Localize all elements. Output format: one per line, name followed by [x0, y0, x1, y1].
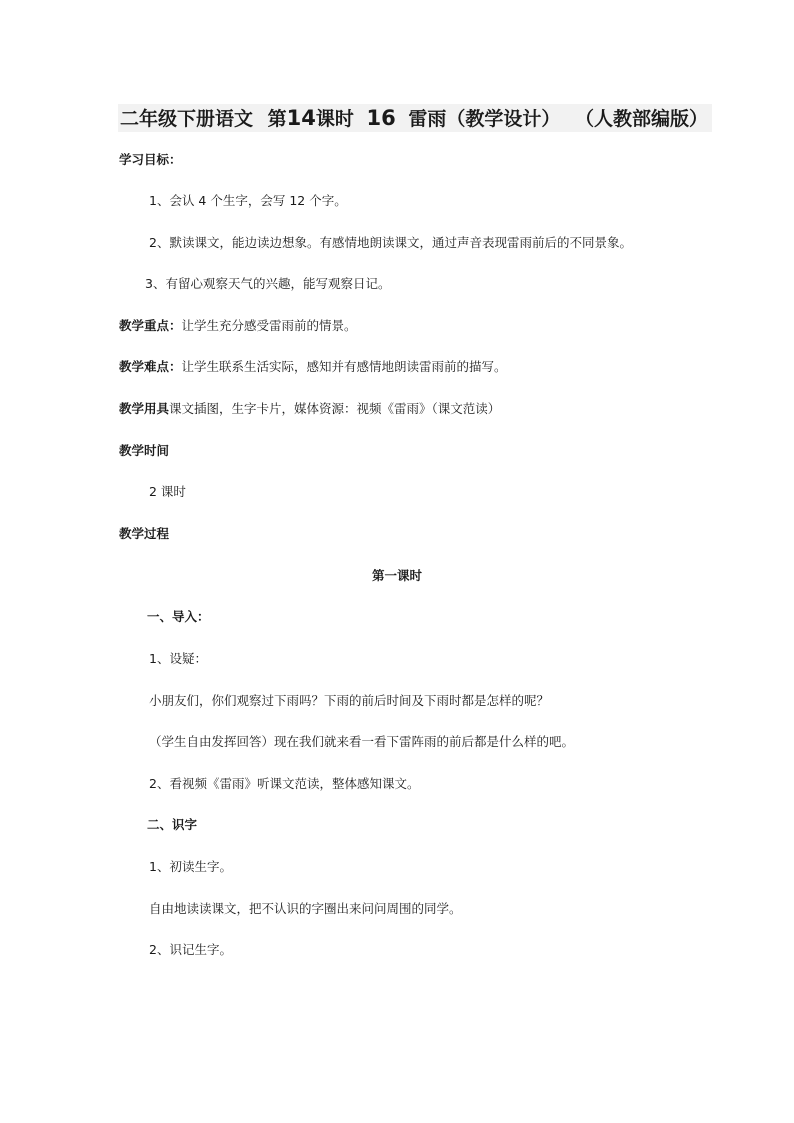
teaching-tools-text: 课文插图，生字卡片，媒体资源：视频《雷雨》（课文范读） — [169, 401, 501, 416]
title-part-unit-number: 16 — [366, 106, 396, 130]
lesson-one-heading: 第一课时 — [371, 568, 422, 583]
objectives-heading: 学习目标： — [119, 152, 182, 167]
teaching-time-text: 2 课时 — [149, 484, 186, 499]
section-intro-paragraph-1: 小朋友们，你们观察过下雨吗？下雨的前后时间及下雨时都是怎样的呢？ — [149, 693, 550, 708]
section-characters-heading: 二、识字 — [147, 817, 198, 832]
difficulty-text: 让学生联系生活实际，感知并有感情地朗读雷雨前的描写。 — [181, 359, 507, 374]
section-intro-sub1: 1、设疑： — [149, 651, 207, 666]
section-characters-sub1: 1、初读生字。 — [149, 859, 232, 874]
title-part-lesson-name: 雷雨（教学设计） — [408, 108, 561, 130]
title-part-di: 第 — [267, 108, 287, 130]
key-point — [119, 317, 357, 335]
title-part-lesson-number: 14 — [286, 106, 316, 130]
difficulty — [119, 358, 507, 376]
objective-item-2: 2、默读课文，能边读边想象。有感情地朗读课文，通过声音表现雷雨前后的不同景象。 — [149, 235, 632, 250]
section-intro-heading: 一、导入： — [147, 609, 210, 624]
document-title — [118, 104, 712, 132]
teaching-tools-label: 教学用具 — [119, 401, 170, 416]
teaching-tools — [119, 400, 500, 418]
title-part-edition: （人教部编版） — [575, 108, 709, 130]
section-intro-sub2: 2、看视频《雷雨》听课文范读，整体感知课文。 — [149, 776, 420, 791]
section-characters-paragraph-1: 自由地读读课文，把不认识的字圈出来问问周围的同学。 — [149, 901, 462, 916]
key-point-label: 教学重点： — [119, 318, 182, 333]
section-characters-sub2: 2、识记生字。 — [149, 942, 232, 957]
title-part-keshi: 课时 — [315, 108, 354, 130]
teaching-process-label: 教学过程 — [119, 526, 170, 541]
difficulty-label: 教学难点： — [119, 359, 182, 374]
objective-item-1: 1、会认 4 个生字，会写 12 个字。 — [149, 193, 347, 208]
section-intro-paragraph-2: （学生自由发挥回答）现在我们就来看一看下雷阵雨的前后都是什么样的吧。 — [149, 734, 575, 749]
objective-item-3: 3、有留心观察天气的兴趣，能写观察日记。 — [145, 276, 391, 291]
teaching-time-label: 教学时间 — [119, 443, 170, 458]
title-part-grade: 二年级下册语文 — [120, 108, 254, 130]
key-point-text: 让学生充分感受雷雨前的情景。 — [181, 318, 357, 333]
